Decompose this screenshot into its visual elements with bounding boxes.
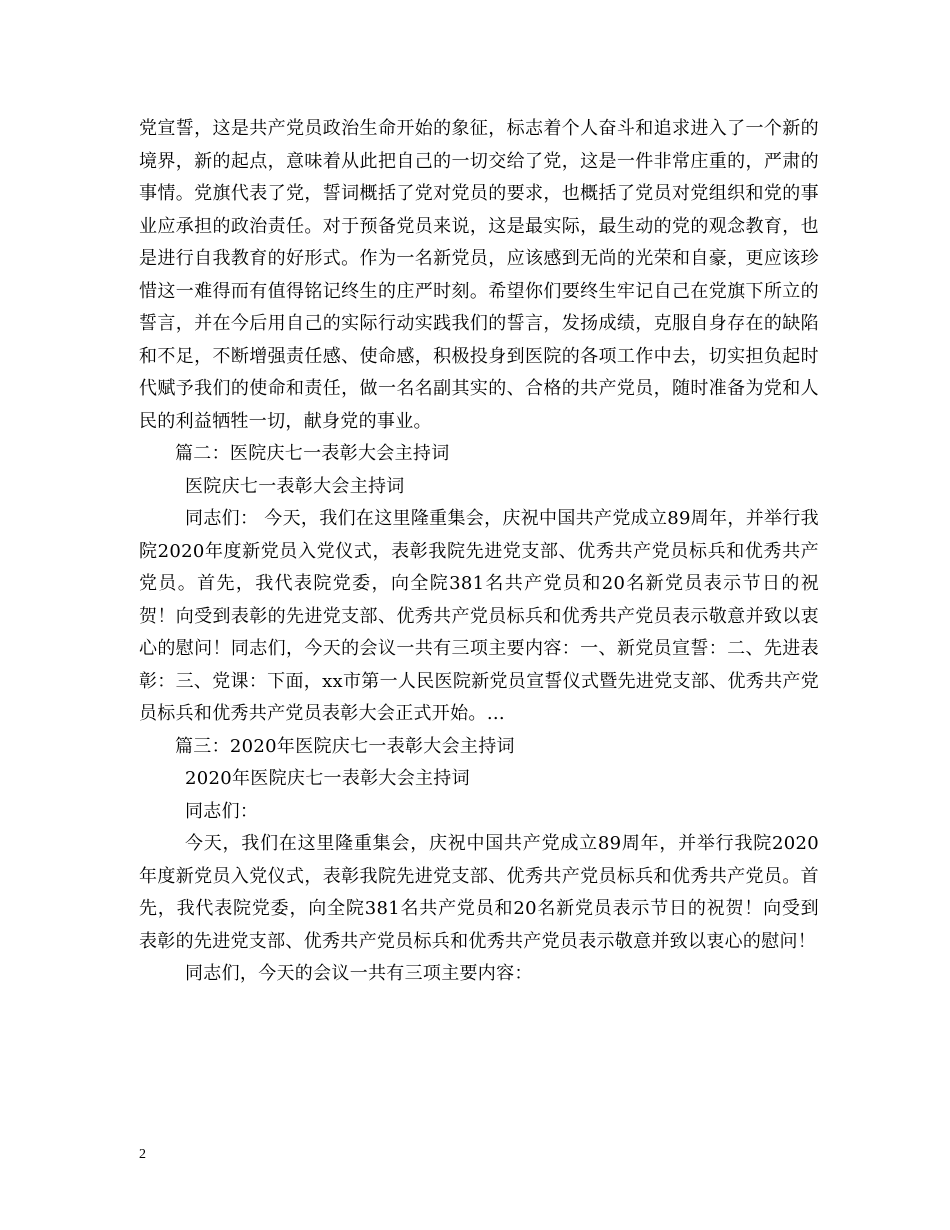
paragraph: 同志们，今天的会议一共有三项主要内容：: [185, 963, 533, 984]
salutation: 同志们：: [185, 800, 259, 822]
page-number: 2: [139, 1147, 146, 1162]
paragraph: 今天，我们在这里隆重集会，庆祝中国共产党成立89周年，并举行我院2020年度新党员入党仪式，表彰我院先进党支部、优秀共产党员标兵和优秀共产党员。首先，我代表院党委，向全院381名共产党员和20名新党员表示节日的祝贺！向受到表彰的先进党支部、优秀共产党员标兵和优秀共产党员表示敬意并致以衷心的慰问！: [139, 833, 819, 952]
section-subtitle-3: 2020年医院庆七一表彰大会主持词: [185, 768, 470, 789]
section-subtitle-2: 医院庆七一表彰大会主持词: [185, 475, 405, 497]
section-heading-3: 篇三：2020年医院庆七一表彰大会主持词: [175, 735, 515, 757]
section-heading-2: 篇二：医院庆七一表彰大会主持词: [175, 443, 450, 464]
document-body: [139, 113, 819, 991]
paragraph: 党宣誓，这是共产党员政治生命开始的象征，标志着个人奋斗和追求进入了一个新的境界，新的起点，意味着从此把自己的一切交给了党，这是一件非常庄重的，严肃的事情。党旗代表了党，誓词概括了党对党员的要求，也概括了党员对党组织和党的事业应承担的政治责任。对于预备党员来说，这是最实际，最生动的党的观念教育，也是进行自我教育的好形式。作为一名新党员，应该感到无尚的光荣和自豪，更应该珍惜这一难得而有值得铭记终生的庄严时刻。希望你们要终生牢记自己在党旗下所立的誓言，并在今后用自己的实际行动实践我们的誓言，发扬成绩，克服自身存在的缺陷和不足，不断增强责任感、使命感，积极投身到医院的各项工作中去，切实担负起时代赋予我们的使命和责任，做一名名副其实的、合格的共产党员，随时准备为党和人民的利益牺牲一切，献身党的事业。: [139, 118, 819, 432]
paragraph: 同志们： 今天，我们在这里隆重集会，庆祝中国共产党成立89周年，并举行我院2020年度新党员入党仪式，表彰我院先进党支部、优秀共产党员标兵和优秀共产党员。首先，我代表院党委，向全院381名共产党员和20名新党员表示节日的祝贺！向受到表彰的先进党支部、优秀共产党员标兵和优秀共产党员表示敬意并致以衷心的慰问！同志们，今天的会议一共有三项主要内容：一、新党员宣誓：二、先进表彰：三、党课：下面，xx市第一人民医院新党员宣誓仪式暨先进党支部、优秀共产党员标兵和优秀共产党员表彰大会正式开始。…: [139, 508, 819, 724]
